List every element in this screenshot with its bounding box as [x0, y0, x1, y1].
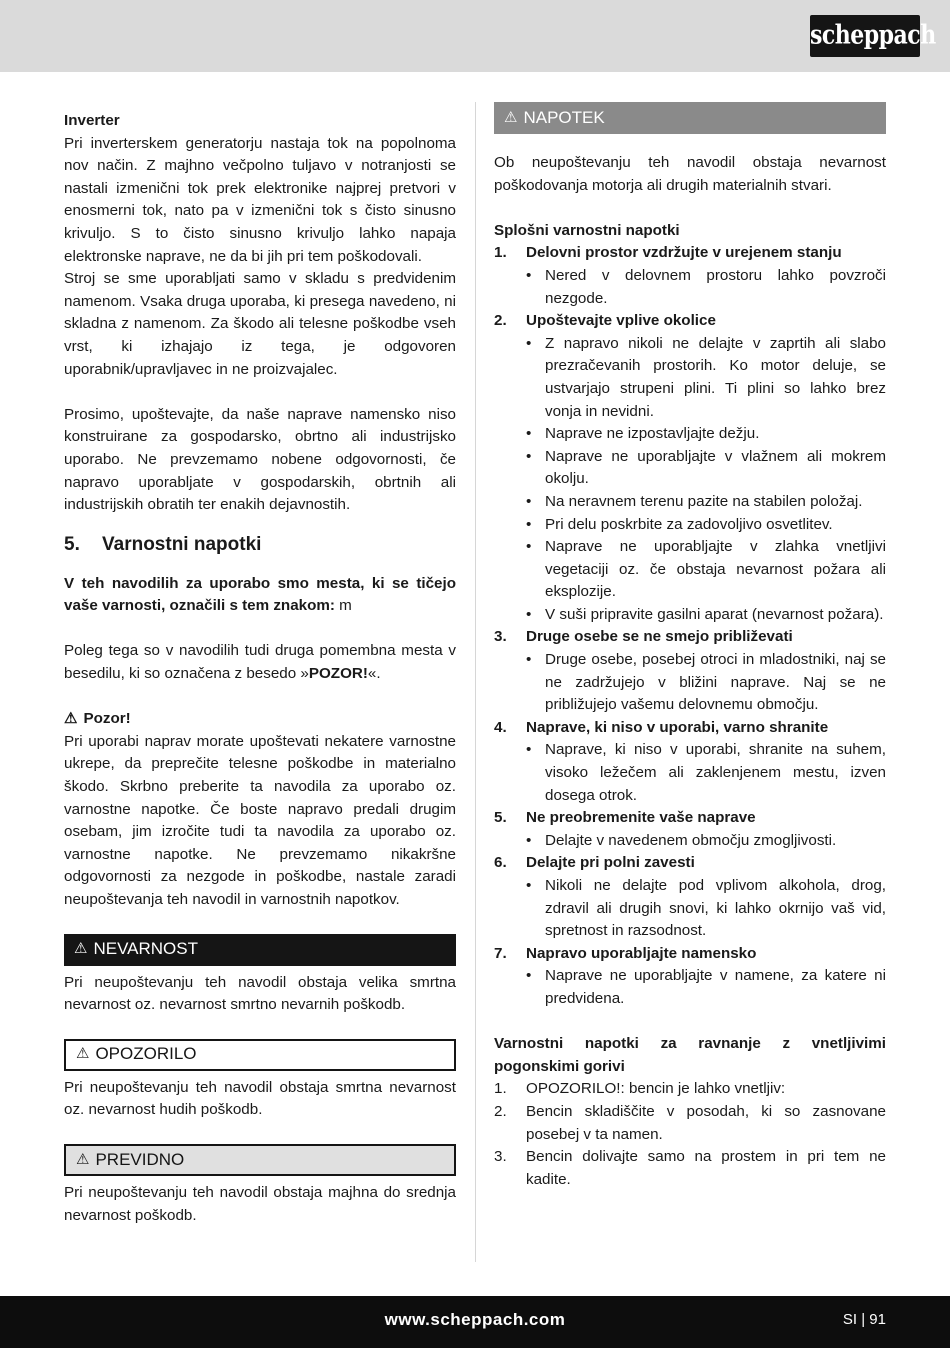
- fuel-item-text: OPOZORILO!: bencin je lahko vnetljiv:: [526, 1080, 786, 1098]
- safety-bullet-wrapper: [494, 739, 886, 807]
- section-heading: [64, 531, 456, 559]
- safety-bullet-wrapper: [494, 333, 886, 627]
- safety-bullet: • Naprave ne izpostavljajte dežju.: [526, 423, 886, 446]
- section-title: Varnostni napotki: [102, 533, 262, 555]
- safety-item: [494, 852, 886, 875]
- nevarnost-box: [64, 934, 456, 966]
- safety-bullet-list: [494, 649, 886, 717]
- safety-item: [494, 717, 886, 740]
- fuel-item-number: 1.: [494, 1080, 507, 1098]
- opozorilo-box: [64, 1039, 456, 1071]
- opozorilo-label: OPOZORILO: [95, 1044, 197, 1064]
- nevarnost-label: NEVARNOST: [93, 939, 198, 959]
- fuel-item-number: 2.: [494, 1102, 507, 1120]
- footer-url: www.scheppach.com: [384, 1310, 566, 1329]
- safety-item-number: 2.: [494, 312, 507, 330]
- safety-item-title: Delajte pri polni zavesti: [526, 854, 695, 872]
- safety-bullet-list: [494, 965, 886, 1010]
- safety-item: [494, 310, 886, 333]
- intended-use-text: Stroj se sme uporabljati samo v skladu s predvidenim namenom. Vsaka druga uporaba, ki presega navedeno, ni skladna z namenom. Za škodo ali telesne poškodbe vseh vrst, ki izhajajo iz tega, je odgovoren uporabnik/upravljavec in ne proizvajalec.: [64, 270, 456, 378]
- safety-bullet: • Nikoli ne delajte pod vplivom alkohola, drog, zdravil ali drugih snovi, ki lahko okrnijo vaš vid, spretnost in razsodnost.: [526, 875, 886, 943]
- warning-triangle-icon: ⚠: [76, 1045, 90, 1063]
- page-number: SI | 91: [842, 1311, 886, 1328]
- safety-bullet: • Delajte v navedenem območju zmogljivosti.: [526, 830, 886, 853]
- safety-bullet: • Naprave ne uporabljajte v vlažnem ali mokrem okolju.: [526, 446, 886, 491]
- pozor-title-text: Pozor!: [83, 710, 131, 728]
- safety-item-number: 4.: [494, 718, 507, 736]
- safety-bullet-wrapper: [494, 875, 886, 943]
- warning-triangle-icon: ⚠: [504, 108, 518, 126]
- safety-bullet: • Naprave, ki niso v uporabi, shranite na suhem, visoko ležečem ali zaklenjenem mestu, izven dosega otrok.: [526, 739, 886, 807]
- column-divider: [475, 102, 476, 1262]
- safety-item-number: 6.: [494, 854, 507, 872]
- warning-triangle-icon: ⚠: [76, 1150, 90, 1168]
- safety-bullet: • Naprave ne uporabljajte v namene, za katere ni predvidena.: [526, 965, 886, 1010]
- word-end: «.: [367, 665, 381, 683]
- safety-item-title: Druge osebe se ne smejo približevati: [526, 628, 793, 646]
- safety-item-title: Napravo uporabljajte namensko: [526, 944, 757, 962]
- safety-bullet: • Nered v delovnem prostoru lahko povzroči nezgode.: [526, 265, 886, 310]
- safety-item-number: 7.: [494, 944, 507, 962]
- nevarnost-text: Pri neupoštevanju teh navodil obstaja velika smrtna nevarnost oz. nevarnost smrtno nevarnih poškodb.: [64, 973, 456, 1014]
- fuel-item-number: 3.: [494, 1148, 507, 1166]
- previdno-box: [64, 1144, 456, 1176]
- fuel-item: [494, 1146, 886, 1191]
- safety-bullet-list: [494, 739, 886, 807]
- safety-item: [494, 807, 886, 830]
- safety-bullet: • V suši pripravite gasilni aparat (nevarnost požara).: [526, 604, 886, 627]
- safety-item: [494, 242, 886, 265]
- fuel-item: [494, 1078, 886, 1101]
- inverter-text: Pri inverterskem generatorju nastaja tok na popolnoma nov način. Z majhno večpolno tuljavo v notranjosti se nastali izmenični tok prek elektronike najprej pretvori v enosmerni tok, nato pa v izmenični tok s čisto sinusno krivuljo. S to čisto sinusno krivuljo lahko napaja elektronske naprave, ne da bi jih pri tem poškodovali.: [64, 134, 456, 265]
- fuel-item-text: Bencin dolivajte samo na prostem in pri tem ne kadite.: [526, 1148, 886, 1188]
- safety-bullet-wrapper: [494, 830, 886, 853]
- general-safety-title: Splošni varnostni napotki: [494, 221, 680, 239]
- safety-bullet: • Z napravo nikoli ne delajte v zaprtih ali slabo prezračevanih prostorih. Ko motor deluje, se ustvarjajo strupeni plini. Ti plini so lahko brez vonja in nevidni.: [526, 333, 886, 423]
- safety-bullet: • Na neravnem terenu pazite na stabilen položaj.: [526, 491, 886, 514]
- section-number: 5.: [64, 533, 80, 555]
- commercial-use-text: Prosimo, upoštevajte, da naše naprave namensko niso konstruirane za gospodarsko, obrtno ali industrijsko uporabo. Ne prevzemamo nobene odgovornosti, če napravo uporabljate v gospodarskih, obrtnih ali industrijskih obratih ter enakih dejavnostih.: [64, 405, 456, 514]
- safety-item-title: Upoštevajte vplive okolice: [526, 312, 716, 330]
- word-bold: POZOR!: [308, 665, 368, 683]
- safety-bullet-list: [494, 265, 886, 310]
- safety-bullet: • Naprave ne uporabljajte v zlahka vnetljivi vegetaciji oz. če obstaja nevarnost požara ali eksplozije.: [526, 536, 886, 604]
- safety-item-number: 1.: [494, 244, 507, 262]
- warning-triangle-icon: ⚠: [64, 710, 78, 728]
- general-safety-list: [494, 242, 886, 1010]
- marked-intro-text: V teh navodilih za uporabo smo mesta, ki se tičejo vaše varnosti, označili s tem znakom:: [64, 574, 456, 615]
- opozorilo-text: Pri neupoštevanju teh navodil obstaja smrtna nevarnost oz. nevarnost hudih poškodb.: [64, 1078, 456, 1119]
- marked-intro: [64, 573, 456, 618]
- fuel-safety-list: [494, 1078, 886, 1191]
- fuel-safety-title: Varnostni napotki za ravnanje z vnetljivimi pogonskimi gorivi: [494, 1035, 886, 1075]
- pozor-title: [64, 708, 456, 731]
- previdno-text: Pri neupoštevanju teh navodil obstaja majhna do srednja nevarnost poškodb.: [64, 1183, 456, 1224]
- safety-item-number: 5.: [494, 809, 507, 827]
- marked-sign: m: [334, 597, 352, 615]
- fuel-item: [494, 1101, 886, 1146]
- safety-item-title: Delovni prostor vzdržujte v urejenem stanju: [526, 244, 842, 262]
- page-footer: [0, 1296, 950, 1348]
- word-intro-text: Poleg tega so v navodilih tudi druga pomembna mesta v besedilu, ki so označena z besedo »: [64, 642, 456, 683]
- pozor-text: Pri uporabi naprav morate upoštevati nekatere varnostne ukrepe, da preprečite telesne poškodbe in materialno škodo. Skrbno preberite ta navodila za uporabo oz. varnostne napotke. Če boste napravo predali drugim osebam, jim izročite tudi ta navodila za uporabo oz. varnostne napotke. Ne prevzemamo nikakršne odgovornosti za nezgode in poškodbe, nastale zaradi neupoštevanja teh navodil in varnostnih napotkov.: [64, 732, 456, 908]
- safety-item-number: 3.: [494, 628, 507, 646]
- safety-bullet-list: [494, 830, 886, 853]
- napotek-label: NAPOTEK: [523, 107, 605, 127]
- safety-item-title: Ne preobremenite vaše naprave: [526, 809, 756, 827]
- inverter-title: Inverter: [64, 112, 120, 129]
- safety-item-title: Naprave, ki niso v uporabi, varno shranite: [526, 718, 829, 736]
- napotek-text: Ob neupoštevanju teh navodil obstaja nevarnost poškodovanja motorja ali drugih materialnih stvari.: [494, 154, 886, 194]
- scheppach-logo: [810, 15, 936, 57]
- previdno-label: PREVIDNO: [95, 1149, 185, 1169]
- warning-triangle-icon: ⚠: [74, 940, 88, 958]
- safety-item: [494, 943, 886, 966]
- safety-bullet-wrapper: [494, 649, 886, 717]
- right-column: [494, 107, 886, 1191]
- safety-bullet-wrapper: [494, 965, 886, 1010]
- left-column: [64, 110, 456, 1227]
- safety-item: [494, 626, 886, 649]
- fuel-item-text: Bencin skladiščite v posodah, ki so zasnovane posebej v ta namen.: [526, 1102, 886, 1143]
- page-header: [0, 0, 950, 72]
- word-intro: [64, 640, 456, 685]
- safety-bullet: • Pri delu poskrbite za zadovoljivo osvetlitev.: [526, 514, 886, 537]
- safety-bullet-list: [494, 875, 886, 943]
- napotek-box: [494, 102, 886, 134]
- safety-bullet-wrapper: [494, 265, 886, 310]
- safety-bullet-list: [494, 333, 886, 627]
- logo-text: scheppach: [810, 19, 936, 51]
- safety-bullet: • Druge osebe, posebej otroci in mladostniki, naj se ne zadržujejo v bližini naprave. Naj se ne približujejo vašemu delovnemu območju.: [526, 649, 886, 717]
